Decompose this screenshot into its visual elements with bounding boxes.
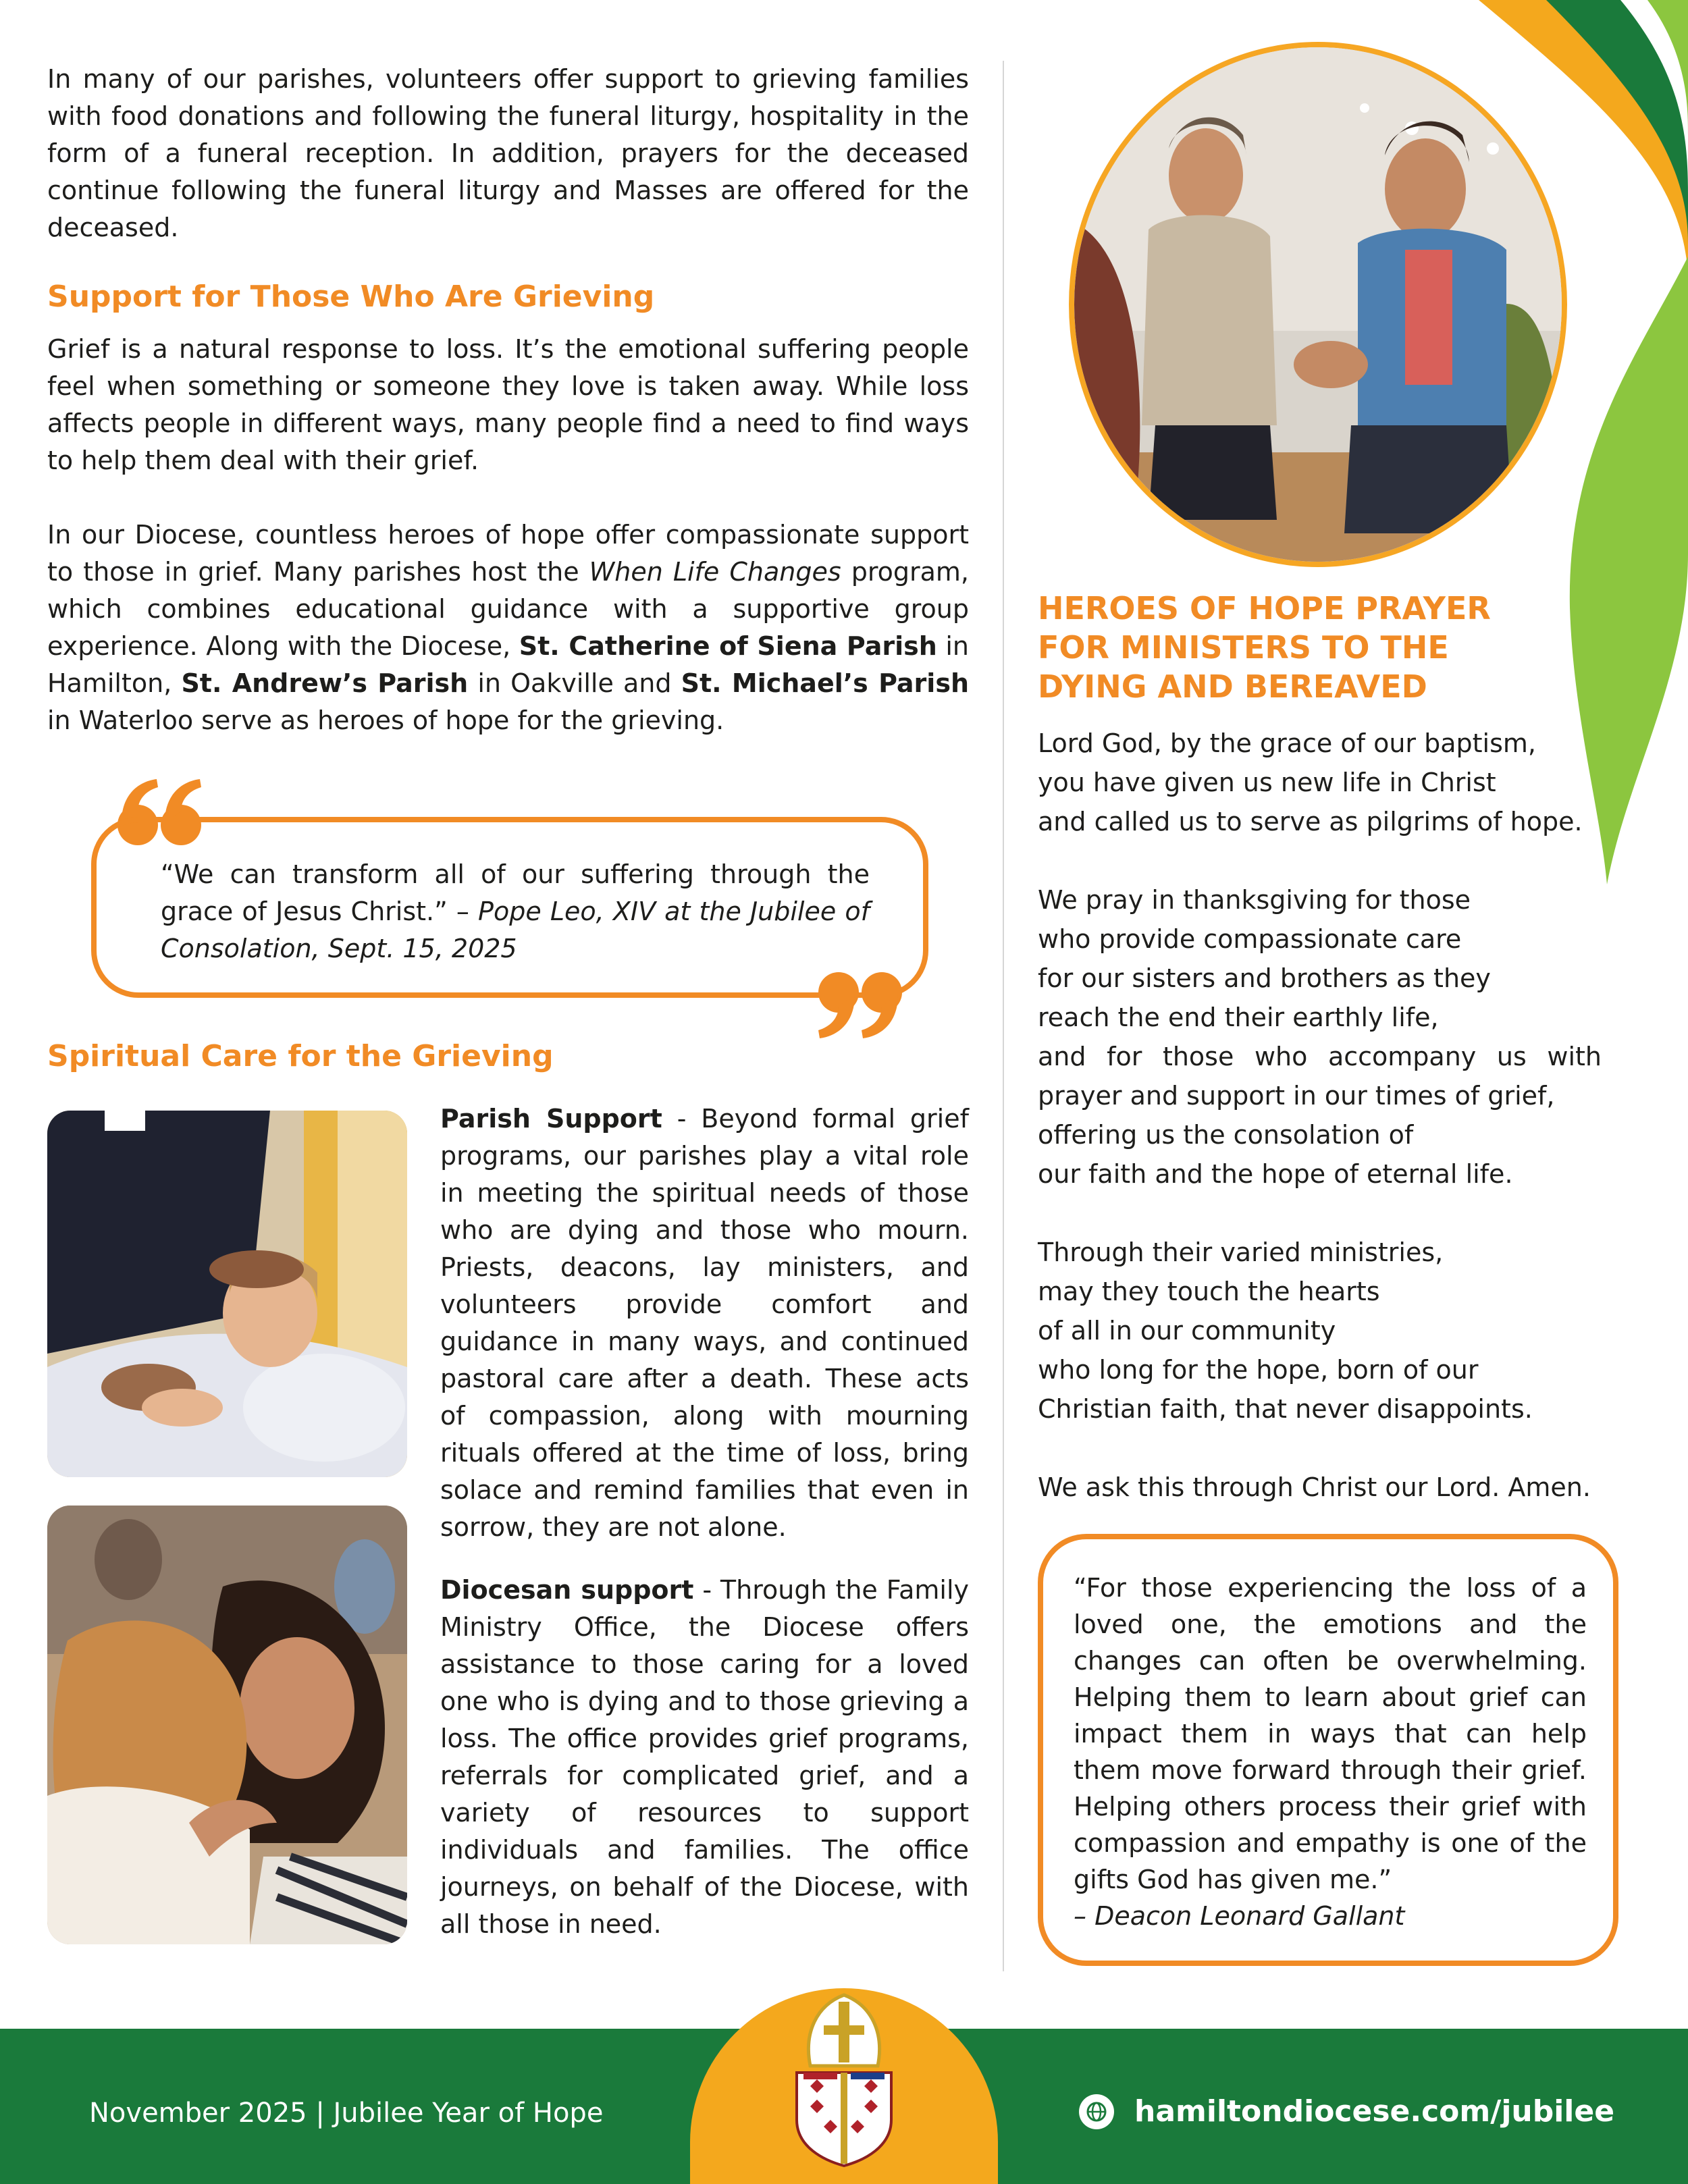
grief-paragraph: Grief is a natural response to loss. It’s the emotional suffering people feel when something or someone they love is taken away. While loss affects people in different ways, many people find a need to find ways to help them deal with their grief. [47,334,969,475]
prayer-text [1038,724,1602,1546]
footer-url[interactable]: hamiltondiocese.com/jubilee [1134,2094,1615,2129]
close-quote-icon [816,967,903,1041]
parish-name: St. Catherine of Siena Parish [519,631,937,661]
prayer-stanza: Lord God, by the grace of our baptism, you have given us new life in Christ and called us to serve as pilgrims of hope. [1038,728,1583,836]
pope-quote-box [91,817,928,998]
column-divider [1003,61,1004,1971]
support-group-photo [1069,42,1567,567]
spiritual-care-text [440,1100,969,1943]
prayer-closing: We ask this through Christ our Lord. Amen. [1038,1472,1591,1502]
parish-support-paragraph: Parish Support - Beyond formal grief programs, our parishes play a vital role in meeting the spiritual needs of those who are dying and those who mourn. Priests, deacons, lay ministers, and volunteers provide comfort and guidance in many ways, and continued pastoral care after a death. These acts of compassion, along with mourning rituals offered at the time of loss, bring solace and remind families that even in sorrow, they are not alone. [440,1104,969,1542]
prayer-stanza: offering us the consolation of our faith and the hope of eternal life. [1038,1120,1513,1189]
program-name: When Life Changes [589,557,841,587]
women-hugging-photo [47,1506,407,1944]
parish-support-label: Parish Support [440,1104,662,1134]
prayer-stanza: Through their varied ministries, may they touch the hearts of all in our community who long for the hope, born of our Christian faith, that never disappoints. [1038,1237,1533,1424]
pope-quote-text: “We can transform all of our suffering through the grace of Jesus Christ.” – Pope Leo, XIV at the Jubilee of Consolation, Sept. 15, 2025 [161,859,870,963]
globe-icon [1079,2094,1114,2129]
priest-blessing-photo [47,1111,407,1477]
footer-url-link[interactable] [1079,2093,1614,2131]
heroes-paragraph: In our Diocese, countless heroes of hope offer compassionate support to those in grief. Many parishes host the When Life Changes program, which combines educational guidance with a supportive group experience. Along with the Diocese, St. Catherine of Siena Parish in Hamilton, St. Andrew’s Parish in Oakville and St. Michael’s Parish in Waterloo serve as heroes of hope for the grieving. [47,520,969,735]
prayer-stanza: We pray in thanksgiving for those who provide compassionate care for our sisters and brothers as they reach the end their earthly life, [1038,885,1491,1032]
diocesan-support-paragraph: Diocesan support - Through the Family Ministry Office, the Diocese offers assistance to those caring for a loved one who is dying and to those grieving a loss. The office provides grief programs, referrals for complicated grief, and a variety of resources to support individuals and families. The office journeys, on behalf of the Diocese, with all those in need. [440,1575,969,1939]
spiritual-heading: Spiritual Care for the Grieving [47,1039,554,1073]
diocesan-support-label: Diocesan support [440,1575,694,1605]
intro-paragraph: In many of our parishes, volunteers offer support to grieving families with food donations and following the funeral liturgy, hospitality in the form of a funeral reception. In addition, prayers for the deceased continue following the funeral liturgy and Masses are offered for the deceased. [47,64,969,242]
parish-name: St. Michael’s Parish [681,668,969,698]
deacon-quote-box [1038,1534,1618,1966]
parish-name: St. Andrew’s Parish [181,668,469,698]
support-heading: Support for Those Who Are Grieving [47,279,655,314]
deacon-quote-attribution: – Deacon Leonard Gallant [1074,1901,1405,1931]
prayer-stanza: and for those who accompany us with prayer and support in our times of grief, [1038,1042,1602,1111]
footer-date: November 2025 | Jubilee Year of Hope [89,2098,604,2129]
prayer-heading: HEROES OF HOPE PRAYER FOR MINISTERS TO THE DYING AND BEREAVED [1038,590,1491,705]
deacon-quote-text: “For those experiencing the loss of a loved one, the emotions and the changes can often be overwhelming. Helping them to learn about grief can impact them in ways that can help them move forward through their grief. Helping others process their grief with compassion and empathy is one of the gifts God has given me.” [1074,1573,1587,1894]
pope-quote-attribution: Pope Leo, XIV at the Jubilee of Consolation, Sept. 15, 2025 [161,897,870,963]
diocese-crest-logo [783,1992,905,2167]
